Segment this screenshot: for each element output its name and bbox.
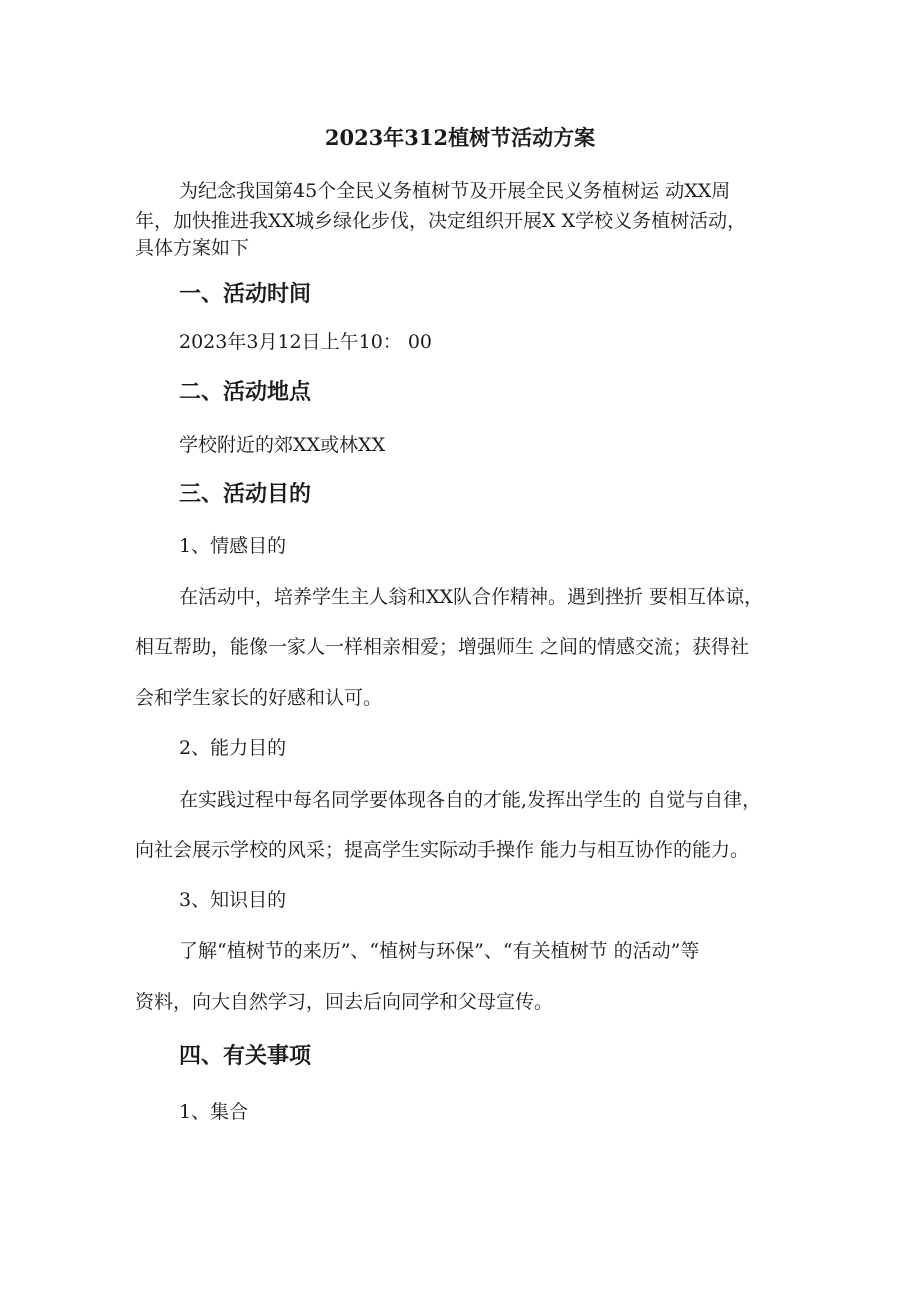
goal-3-line-1: 了解“植树节的来历”、“植树与环保”、“有关植树节 的活动”等	[179, 940, 700, 962]
goal-1-line-1: 在活动中，培养学生主人翁和XX队合作精神。遇到挫折 要相互体谅，	[179, 586, 764, 608]
document-title: 2023年312植树节活动方案	[324, 125, 596, 150]
goal-3-heading: 3、知识目的	[179, 889, 287, 911]
intro-line-1: 为纪念我国第45个全民义务植树节及开展全民义务植树运 动XX周	[179, 180, 731, 202]
goal-1-line-3: 会和学生家长的好感和认可。	[135, 687, 383, 709]
goal-1-line-2: 相互帮助，能像一家人一样相亲相爱；增强师生 之间的情感交流；获得社	[135, 636, 750, 658]
matter-1-heading: 1、集合	[179, 1101, 249, 1123]
goal-2-line-1: 在实践过程中每名同学要体现各自的才能,发挥出学生的 自觉与自律，	[179, 789, 762, 811]
section-1-heading: 一、活动时间	[179, 281, 312, 307]
section-3-heading: 三、活动目的	[179, 481, 312, 507]
goal-2-heading: 2、能力目的	[179, 737, 287, 759]
goal-3-line-2: 资料，向大自然学习，回去后向同学和父母宣传。	[135, 991, 554, 1013]
activity-time: 2023年3月12日上午10： 00	[179, 331, 433, 353]
intro-line-3: 具体方案如下	[135, 237, 250, 259]
section-4-heading: 四、有关事项	[179, 1043, 312, 1069]
goal-2-line-2: 向社会展示学校的风采；提高学生实际动手操作 能力与相互协作的能力。	[135, 839, 750, 861]
goal-1-heading: 1、情感目的	[179, 535, 287, 557]
intro-line-2: 年，加快推进我XX城乡绿化步伐，决定组织开展X X学校义务植树活动，	[135, 210, 747, 232]
section-2-heading: 二、活动地点	[179, 379, 312, 405]
activity-location: 学校附近的郊XX或林XX	[179, 434, 386, 456]
